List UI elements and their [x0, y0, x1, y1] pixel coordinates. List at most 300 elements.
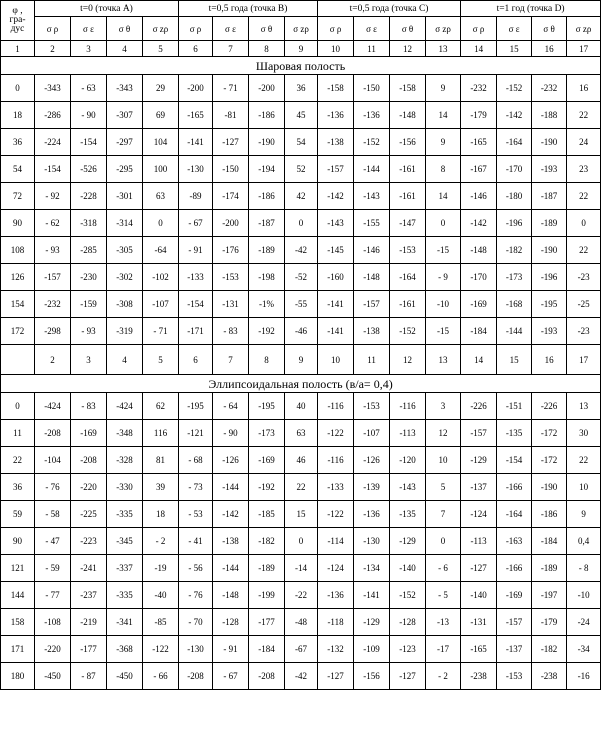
stress-value-cell: -189 [249, 237, 285, 264]
stress-value-cell: 9 [426, 75, 461, 102]
stress-value-cell: -220 [71, 474, 107, 501]
stress-value-cell: -52 [285, 264, 318, 291]
angle-cell: 180 [1, 663, 35, 690]
stress-value-cell: -144 [497, 318, 532, 345]
stress-value-cell: -286 [35, 102, 71, 129]
stress-value-cell: -123 [390, 636, 426, 663]
stress-value-cell: -314 [107, 210, 143, 237]
stress-value-cell: -190 [532, 474, 567, 501]
stress-value-cell: - 83 [71, 393, 107, 420]
stress-value-cell: -208 [35, 420, 71, 447]
section-title-spherical: Шаровая полость [1, 57, 601, 75]
stress-value-cell: - 62 [35, 210, 71, 237]
stress-value-cell: -164 [497, 501, 532, 528]
stress-value-cell: 22 [567, 102, 601, 129]
stress-value-cell: -126 [213, 447, 249, 474]
stress-value-cell: 22 [567, 237, 601, 264]
stress-value-cell: -151 [497, 393, 532, 420]
stress-value-cell: -152 [497, 75, 532, 102]
stress-component-header: σ ρ [35, 17, 71, 41]
stress-value-cell: -185 [249, 501, 285, 528]
angle-cell: 144 [1, 582, 35, 609]
angle-cell: 11 [1, 420, 35, 447]
stress-component-header: σ ε [497, 17, 532, 41]
time-group-header: t=0,5 года (точка C) [318, 1, 461, 17]
stress-value-cell: -148 [213, 582, 249, 609]
stress-value-cell: -189 [249, 555, 285, 582]
angle-cell: 121 [1, 555, 35, 582]
stress-value-cell: -305 [107, 237, 143, 264]
stress-value-cell: -24 [567, 609, 601, 636]
stress-value-cell: -116 [318, 447, 354, 474]
stress-value-cell: - 9 [426, 264, 461, 291]
stress-value-cell: -127 [461, 555, 497, 582]
stress-value-cell: -208 [71, 447, 107, 474]
stress-value-cell: 18 [143, 501, 179, 528]
stress-value-cell: 42 [285, 183, 318, 210]
stress-value-cell: -187 [249, 210, 285, 237]
stress-value-cell: -144 [213, 474, 249, 501]
stress-value-cell: -17 [426, 636, 461, 663]
table-row [1, 318, 601, 345]
stress-value-cell: -134 [354, 555, 390, 582]
stress-value-cell: 0 [285, 528, 318, 555]
column-number: 4 [107, 345, 143, 375]
table-row [1, 528, 601, 555]
stress-value-cell: -190 [532, 129, 567, 156]
table-row [1, 420, 601, 447]
stress-value-cell: -241 [71, 555, 107, 582]
stress-value-cell: -176 [213, 237, 249, 264]
stress-value-cell: - 66 [143, 663, 179, 690]
angle-cell: 126 [1, 264, 35, 291]
table-row [1, 129, 601, 156]
stress-value-cell: - 56 [179, 555, 213, 582]
stress-value-cell: -132 [318, 636, 354, 663]
stress-value-cell: -144 [354, 156, 390, 183]
stress-value-cell: - 47 [35, 528, 71, 555]
stress-value-cell: -301 [107, 183, 143, 210]
stress-value-cell: -161 [390, 291, 426, 318]
header-row-groups [1, 1, 601, 17]
stress-value-cell: 39 [143, 474, 179, 501]
angle-cell: 90 [1, 528, 35, 555]
stress-value-cell: - 90 [71, 102, 107, 129]
stress-value-cell: -144 [213, 555, 249, 582]
stress-value-cell: 52 [285, 156, 318, 183]
stress-value-cell: -157 [461, 420, 497, 447]
stress-value-cell: - 6 [426, 555, 461, 582]
stress-value-cell: -335 [107, 582, 143, 609]
stress-value-cell: -184 [461, 318, 497, 345]
table-row [1, 156, 601, 183]
stress-value-cell: -330 [107, 474, 143, 501]
stress-value-cell: -193 [532, 156, 567, 183]
table-row [1, 264, 601, 291]
stress-value-cell: -146 [461, 183, 497, 210]
stress-value-cell: -170 [497, 156, 532, 183]
stress-value-cell: -89 [179, 183, 213, 210]
stress-value-cell: - 8 [567, 555, 601, 582]
stress-value-cell: -154 [497, 447, 532, 474]
section-title-row [1, 375, 601, 393]
stress-value-cell: 23 [567, 156, 601, 183]
stress-value-cell: -163 [497, 528, 532, 555]
stress-value-cell: -133 [318, 474, 354, 501]
stress-value-cell: -140 [461, 582, 497, 609]
stress-value-cell: -285 [71, 237, 107, 264]
table-row [1, 393, 601, 420]
stress-value-cell: -154 [179, 291, 213, 318]
stress-component-header: σ θ [532, 17, 567, 41]
stress-value-cell: -135 [390, 501, 426, 528]
table-row [1, 183, 601, 210]
stress-value-cell: 0 [285, 210, 318, 237]
column-number: 2 [35, 41, 71, 57]
table-row [1, 636, 601, 663]
stress-value-cell: -171 [179, 318, 213, 345]
stress-value-cell: -85 [143, 609, 179, 636]
angle-cell: 171 [1, 636, 35, 663]
stress-value-cell: -238 [532, 663, 567, 690]
stress-value-cell: -180 [497, 183, 532, 210]
stress-value-cell: -189 [532, 210, 567, 237]
table-row [1, 474, 601, 501]
time-group-header: t=1 год (точка D) [461, 1, 601, 17]
stress-value-cell: 0 [426, 528, 461, 555]
column-number: 16 [532, 41, 567, 57]
time-group-header: t=0,5 года (точка B) [179, 1, 318, 17]
stress-value-cell: -131 [213, 291, 249, 318]
stress-value-cell: -146 [354, 237, 390, 264]
stress-value-cell: - 70 [179, 609, 213, 636]
stress-value-cell: -153 [497, 663, 532, 690]
stress-value-cell: -157 [497, 609, 532, 636]
stress-value-cell: - 53 [179, 501, 213, 528]
stress-value-cell: 46 [285, 447, 318, 474]
stress-value-cell: 3 [426, 393, 461, 420]
phi-degree-header: φ , гра- дус [1, 1, 35, 41]
stress-component-header: σ θ [249, 17, 285, 41]
stress-value-cell: -153 [390, 237, 426, 264]
stress-value-cell: 0 [426, 210, 461, 237]
stress-value-cell: -189 [532, 555, 567, 582]
stress-value-cell: -48 [285, 609, 318, 636]
table-row [1, 291, 601, 318]
stress-value-cell: 63 [143, 183, 179, 210]
stress-value-cell: -150 [354, 75, 390, 102]
stress-value-cell: -148 [354, 264, 390, 291]
column-number: 13 [426, 41, 461, 57]
stress-component-header: σ zρ [143, 17, 179, 41]
stress-value-cell: -25 [567, 291, 601, 318]
stress-value-cell: -141 [179, 129, 213, 156]
stress-value-cell: -141 [318, 291, 354, 318]
stress-value-cell: 10 [567, 474, 601, 501]
stress-value-cell: -169 [71, 420, 107, 447]
angle-cell: 59 [1, 501, 35, 528]
stress-value-cell: -182 [532, 636, 567, 663]
stress-value-cell: -173 [249, 420, 285, 447]
stress-value-cell: -200 [179, 75, 213, 102]
angle-cell: 0 [1, 75, 35, 102]
stress-component-header: σ θ [107, 17, 143, 41]
stress-value-cell: -184 [249, 636, 285, 663]
stress-value-cell: -177 [71, 636, 107, 663]
stress-value-cell: -122 [143, 636, 179, 663]
stress-value-cell: -108 [35, 609, 71, 636]
stress-value-cell: -152 [390, 582, 426, 609]
stress-value-cell: -109 [354, 636, 390, 663]
stress-value-cell: 54 [285, 129, 318, 156]
stress-value-cell: -19 [143, 555, 179, 582]
stress-value-cell: -122 [318, 420, 354, 447]
column-number [1, 345, 35, 375]
stress-value-cell: -142 [497, 102, 532, 129]
column-number: 7 [213, 345, 249, 375]
stress-value-cell: -141 [318, 318, 354, 345]
header-row-numbers [1, 41, 601, 57]
stress-value-cell: - 76 [179, 582, 213, 609]
stress-component-header: σ zρ [285, 17, 318, 41]
table-row [1, 555, 601, 582]
stress-value-cell: -199 [249, 582, 285, 609]
stress-value-cell: -186 [249, 183, 285, 210]
angle-cell: 36 [1, 129, 35, 156]
stress-value-cell: 5 [426, 474, 461, 501]
stress-value-cell: -174 [213, 183, 249, 210]
stress-value-cell: -172 [532, 447, 567, 474]
column-number: 11 [354, 345, 390, 375]
stress-value-cell: -136 [318, 102, 354, 129]
stress-value-cell: -145 [318, 237, 354, 264]
stress-value-cell: -129 [461, 447, 497, 474]
stress-value-cell: -219 [71, 609, 107, 636]
column-number: 6 [179, 345, 213, 375]
column-number: 16 [532, 345, 567, 375]
stress-value-cell: -298 [35, 318, 71, 345]
stress-value-cell: 29 [143, 75, 179, 102]
column-number: 7 [213, 41, 249, 57]
stress-value-cell: -153 [213, 264, 249, 291]
stress-value-cell: -165 [461, 129, 497, 156]
column-number: 2 [35, 345, 71, 375]
stress-value-cell: -142 [318, 183, 354, 210]
stress-value-cell: - 77 [35, 582, 71, 609]
stress-value-cell: - 2 [426, 663, 461, 690]
angle-cell: 22 [1, 447, 35, 474]
stress-value-cell: -158 [390, 75, 426, 102]
stress-value-cell: -341 [107, 609, 143, 636]
stress-value-cell: -168 [497, 291, 532, 318]
stress-value-cell: -308 [107, 291, 143, 318]
table-row [1, 582, 601, 609]
stress-value-cell: -138 [318, 129, 354, 156]
stress-value-cell: - 93 [35, 237, 71, 264]
stress-value-cell: 13 [567, 393, 601, 420]
stress-value-cell: -42 [285, 237, 318, 264]
stress-value-cell: -143 [390, 474, 426, 501]
stress-value-cell: -179 [461, 102, 497, 129]
stress-component-header: σ θ [390, 17, 426, 41]
stress-value-cell: -136 [318, 582, 354, 609]
stress-value-cell: -10 [567, 582, 601, 609]
stress-value-cell: -131 [461, 609, 497, 636]
stress-value-cell: 100 [143, 156, 179, 183]
stress-value-cell: 69 [143, 102, 179, 129]
stress-value-cell: -337 [107, 555, 143, 582]
stress-value-cell: -104 [35, 447, 71, 474]
stress-value-cell: -128 [390, 609, 426, 636]
stress-value-cell: 0 [567, 210, 601, 237]
header-row-stresses [1, 17, 601, 41]
column-number: 3 [71, 41, 107, 57]
stress-value-cell: -127 [390, 663, 426, 690]
stress-value-cell: -161 [390, 156, 426, 183]
stress-value-cell: -42 [285, 663, 318, 690]
stress-value-cell: -158 [318, 75, 354, 102]
stress-value-cell: -55 [285, 291, 318, 318]
stress-value-cell: -195 [249, 393, 285, 420]
stress-value-cell: -184 [532, 528, 567, 555]
stress-value-cell: -190 [532, 237, 567, 264]
stress-component-header: σ zρ [426, 17, 461, 41]
stress-value-cell: -186 [532, 501, 567, 528]
stress-value-cell: -343 [35, 75, 71, 102]
stress-value-cell: 10 [426, 447, 461, 474]
stress-value-cell: 15 [285, 501, 318, 528]
stress-value-cell: -450 [107, 663, 143, 690]
stress-value-cell: -140 [390, 555, 426, 582]
stress-value-cell: -124 [461, 501, 497, 528]
stress-value-cell: 30 [567, 420, 601, 447]
stress-value-cell: -40 [143, 582, 179, 609]
stress-value-cell: -177 [249, 609, 285, 636]
stress-value-cell: -64 [143, 237, 179, 264]
stress-value-cell: -116 [390, 393, 426, 420]
stress-value-cell: -186 [249, 102, 285, 129]
stress-value-cell: -113 [461, 528, 497, 555]
stress-value-cell: -193 [532, 318, 567, 345]
stress-value-cell: -196 [532, 264, 567, 291]
table-row [1, 447, 601, 474]
angle-cell: 90 [1, 210, 35, 237]
table-row [1, 210, 601, 237]
stress-value-cell: -22 [285, 582, 318, 609]
stress-value-cell: 7 [426, 501, 461, 528]
stress-value-cell: -170 [461, 264, 497, 291]
stress-value-cell: -139 [354, 474, 390, 501]
stress-value-cell: -67 [285, 636, 318, 663]
stress-value-cell: -156 [354, 663, 390, 690]
angle-cell: 54 [1, 156, 35, 183]
stress-value-cell: -138 [213, 528, 249, 555]
stress-value-cell: -195 [532, 291, 567, 318]
stress-value-cell: -159 [71, 291, 107, 318]
stress-value-cell: -157 [354, 291, 390, 318]
stress-value-cell: - 73 [179, 474, 213, 501]
stress-value-cell: -122 [318, 501, 354, 528]
stress-value-cell: - 90 [213, 420, 249, 447]
stress-value-cell: -113 [390, 420, 426, 447]
stress-value-cell: -161 [390, 183, 426, 210]
stress-value-cell: -130 [179, 156, 213, 183]
stress-value-cell: -157 [35, 264, 71, 291]
stress-value-cell: -165 [461, 636, 497, 663]
stress-value-cell: -198 [249, 264, 285, 291]
stress-value-cell: -154 [35, 156, 71, 183]
stress-value-cell: -228 [71, 183, 107, 210]
column-number: 15 [497, 41, 532, 57]
stress-value-cell: -142 [461, 210, 497, 237]
stress-value-cell: -424 [107, 393, 143, 420]
stress-value-cell: - 93 [71, 318, 107, 345]
stress-value-cell: 63 [285, 420, 318, 447]
stress-value-cell: -164 [497, 129, 532, 156]
stress-value-cell: 62 [143, 393, 179, 420]
column-number: 15 [497, 345, 532, 375]
table-row [1, 75, 601, 102]
stress-value-cell: -34 [567, 636, 601, 663]
table-row [1, 102, 601, 129]
stress-value-cell: -424 [35, 393, 71, 420]
stress-component-header: σ ε [71, 17, 107, 41]
stress-value-cell: -237 [71, 582, 107, 609]
stress-value-cell: 22 [567, 183, 601, 210]
column-number: 4 [107, 41, 143, 57]
stress-value-cell: -142 [213, 501, 249, 528]
stress-value-cell: -169 [249, 447, 285, 474]
stress-component-header: σ ρ [461, 17, 497, 41]
stress-value-cell: -166 [497, 474, 532, 501]
stress-value-cell: -328 [107, 447, 143, 474]
angle-cell: 158 [1, 609, 35, 636]
stress-value-cell: -196 [497, 210, 532, 237]
stress-value-cell: - 2 [143, 528, 179, 555]
stress-value-cell: -172 [532, 420, 567, 447]
stress-value-cell: -169 [497, 582, 532, 609]
stress-value-cell: -154 [71, 129, 107, 156]
stress-value-cell: -156 [390, 129, 426, 156]
stress-value-cell: -335 [107, 501, 143, 528]
stress-value-cell: -192 [249, 318, 285, 345]
column-number: 14 [461, 41, 497, 57]
stress-value-cell: -137 [461, 474, 497, 501]
stress-value-cell: - 71 [143, 318, 179, 345]
stress-value-cell: -165 [179, 102, 213, 129]
stress-value-cell: - 41 [179, 528, 213, 555]
stress-value-cell: - 91 [213, 636, 249, 663]
stress-value-cell: -225 [71, 501, 107, 528]
stress-value-cell: 45 [285, 102, 318, 129]
column-number: 6 [179, 41, 213, 57]
stress-component-header: σ ρ [179, 17, 213, 41]
stress-value-cell: -148 [461, 237, 497, 264]
stress-value-cell: - 91 [179, 237, 213, 264]
stress-value-cell: - 63 [71, 75, 107, 102]
stress-value-cell: -368 [107, 636, 143, 663]
stress-value-cell: -155 [354, 210, 390, 237]
angle-cell: 154 [1, 291, 35, 318]
column-number: 8 [249, 41, 285, 57]
stress-value-cell: -15 [426, 237, 461, 264]
section-title-ellipsoidal: Эллипсоидальная полость (в/а= 0,4) [1, 375, 601, 393]
column-number: 17 [567, 41, 601, 57]
stress-value-cell: -46 [285, 318, 318, 345]
stress-value-cell: -128 [213, 609, 249, 636]
stress-value-cell: -226 [532, 393, 567, 420]
stress-value-cell: -130 [354, 528, 390, 555]
